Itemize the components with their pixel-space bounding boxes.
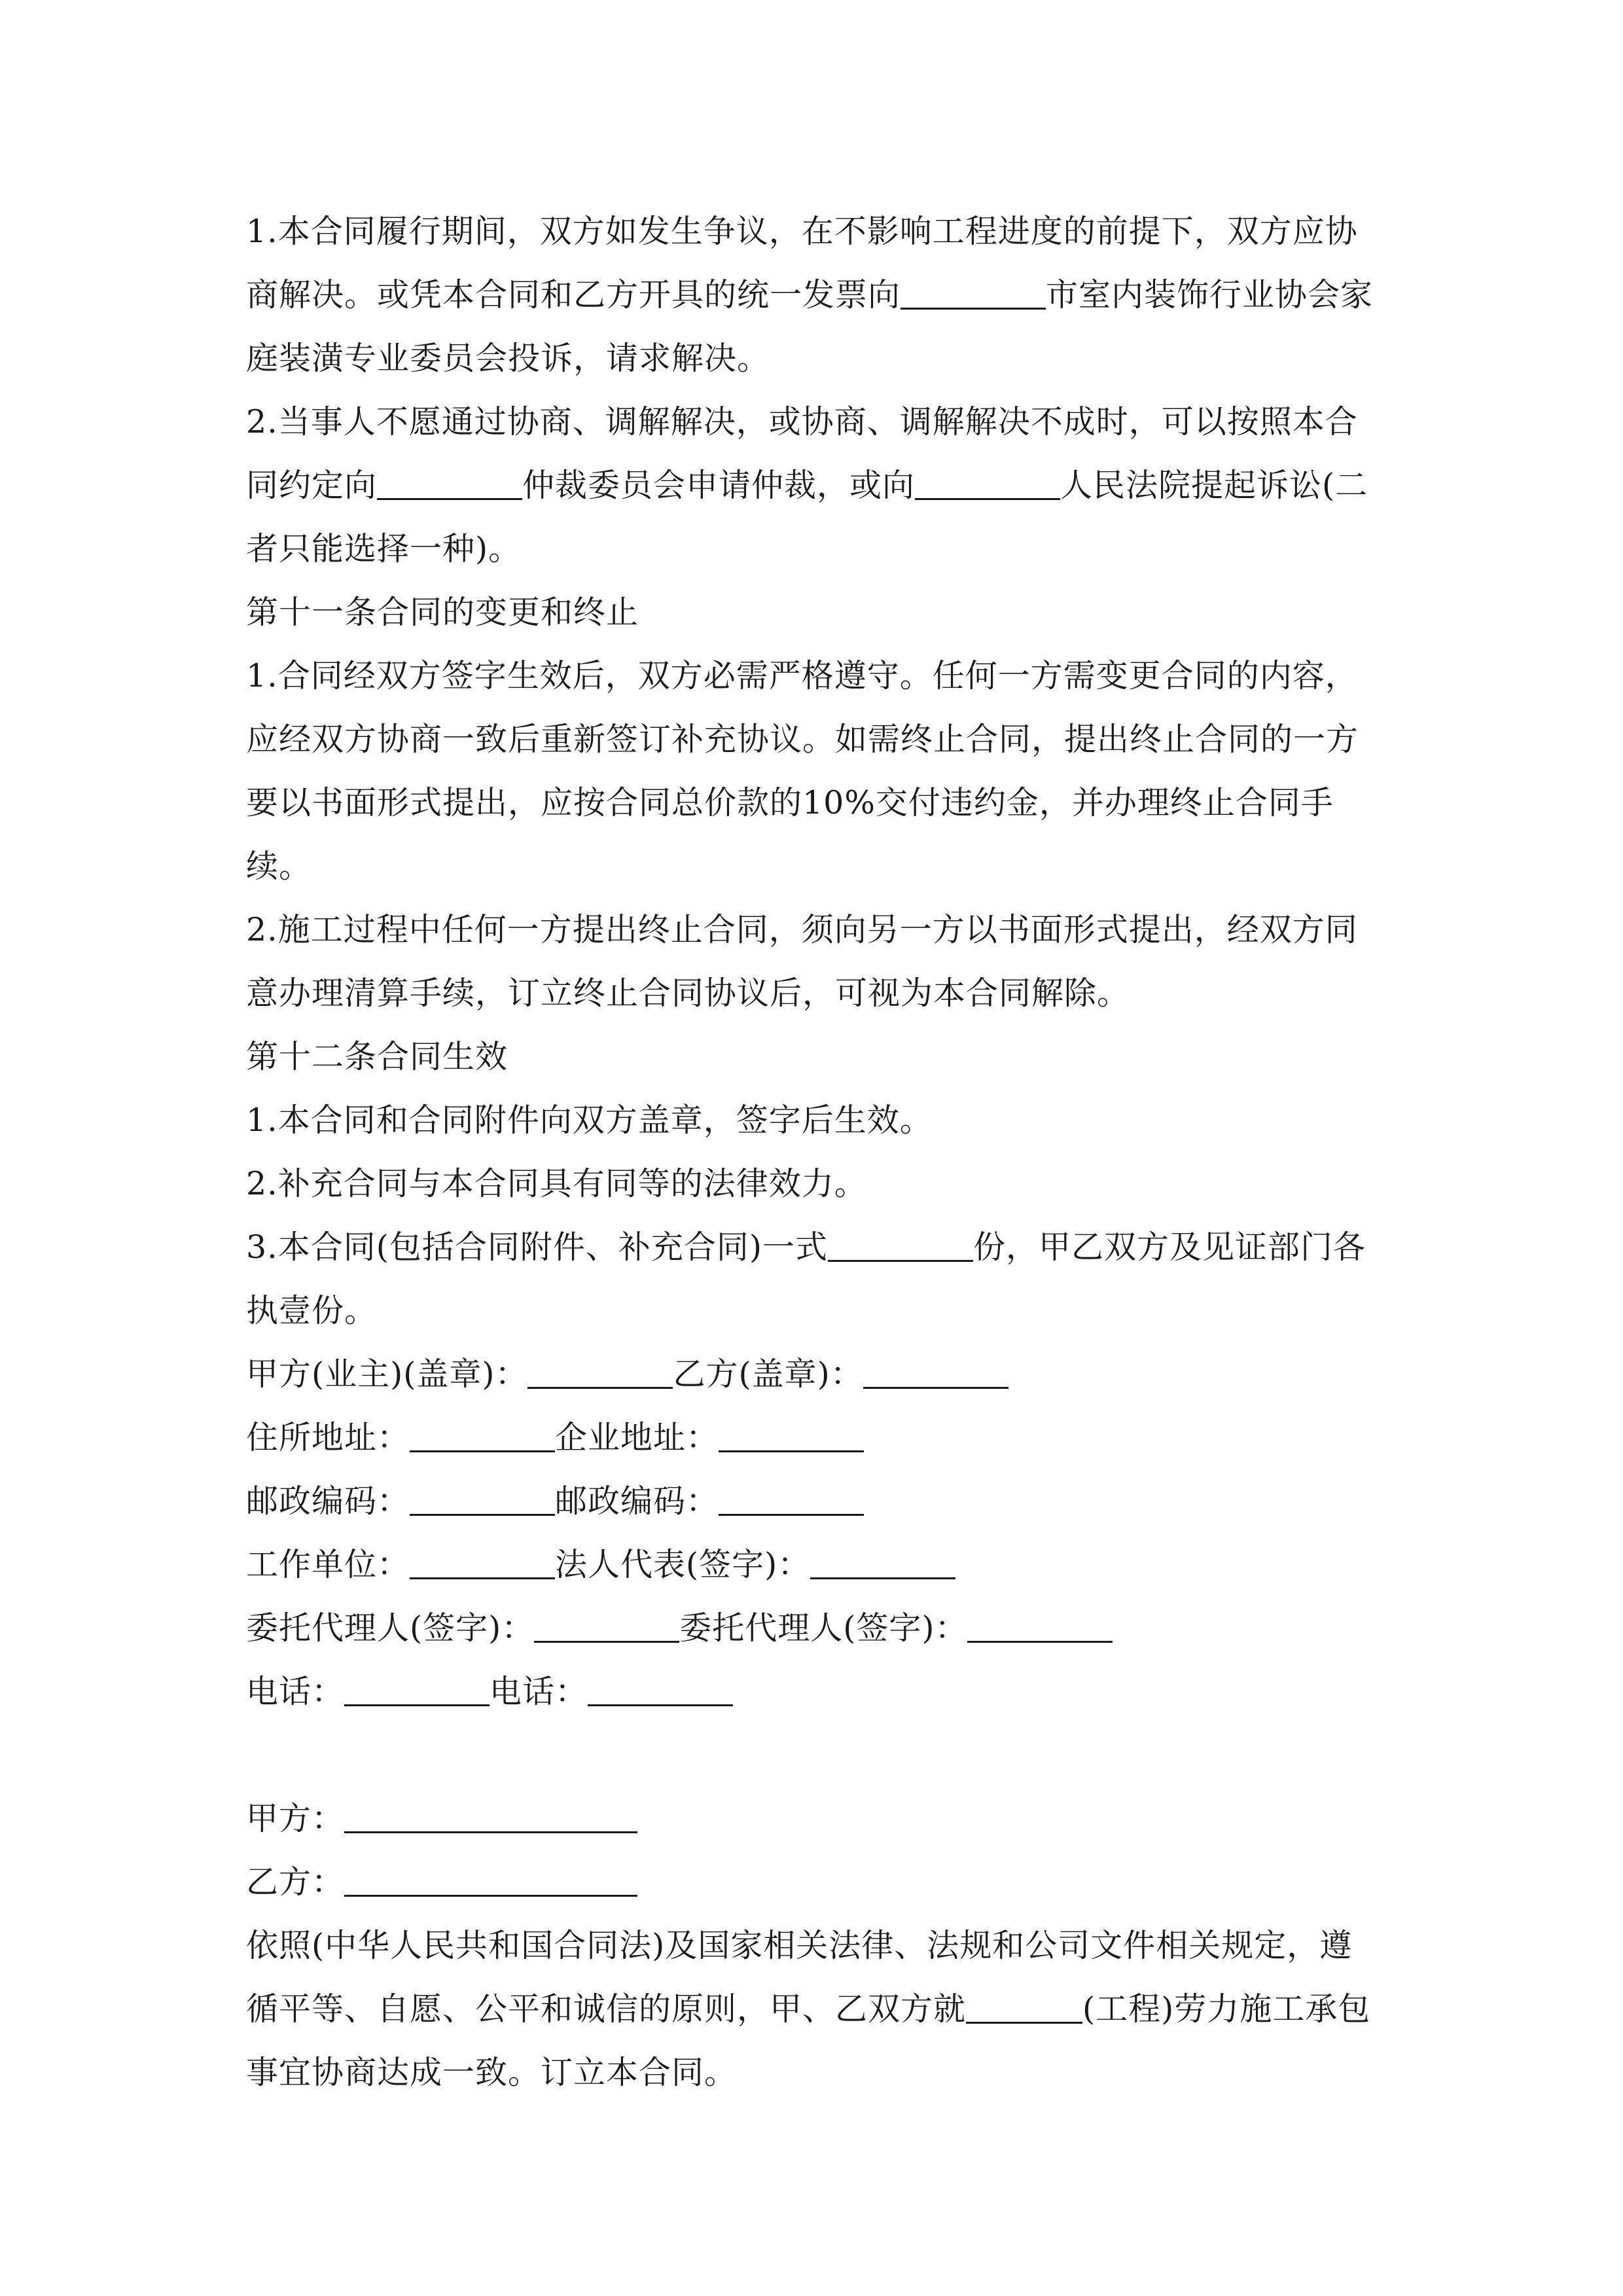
article-11-clause-1: 1.合同经双方签字生效后，双方必需严格遵守。任何一方需变更合同的内容，应经双方协商一致后重新签订补充协议。如需终止合同，提出终止合同的一方要以书面形式提出，应按合同总价款的10%交付违约金，并办理终止合同手续。 xyxy=(246,657,1359,885)
article-12-clause-3: 3.本合同(包括合同附件、补充合同)一式 份，甲乙双方及见证部门各执壹份。 xyxy=(246,1215,1378,1342)
article-12-clause-1: 1.本合同和合同附件向双方盖章，签字后生效。 xyxy=(246,1102,933,1139)
blank-field[interactable] xyxy=(377,459,522,500)
blank-field[interactable] xyxy=(410,1538,555,1579)
blank-field[interactable] xyxy=(863,1348,1008,1389)
dispute-clause-1: 1.本合同履行期间，双方如发生争议，在不影响工程进度的前提下，双方应协商解决。或凭本合同和乙方开具的统一发票向 市室内装饰行业协会家庭装潢专业委员会投诉，请求解决。 xyxy=(246,213,1374,377)
signature-row-phone: 电话： 电话： xyxy=(246,1660,1378,1723)
signature-row-postcode: 邮政编码： 邮政编码： xyxy=(246,1469,1378,1533)
blank-field[interactable] xyxy=(344,1792,637,1833)
article-11-title: 第十一条合同的变更和终止 xyxy=(246,594,639,631)
blank-field[interactable] xyxy=(344,1856,637,1897)
blank-field[interactable] xyxy=(410,1411,555,1452)
signature-row-seal: 甲方(业主)(盖章)： 乙方(盖章)： xyxy=(246,1342,1378,1406)
blank-field[interactable] xyxy=(915,459,1060,500)
blank-field[interactable] xyxy=(901,268,1046,310)
blank-field[interactable] xyxy=(810,1538,955,1579)
signature-row-agent: 委托代理人(签字)： 委托代理人(签字)： xyxy=(246,1596,1378,1660)
dispute-clause-2: 2.当事人不愿通过协商、调解解决，或协商、调解解决不成时，可以按照本合同约定向 仲裁委员会申请仲裁，或向 人民法院提起诉讼(二者只能选择一种)。 xyxy=(246,403,1368,567)
blank-field[interactable] xyxy=(344,1665,490,1706)
blank-field[interactable] xyxy=(719,1411,864,1452)
blank-field[interactable] xyxy=(719,1475,864,1516)
blank-field[interactable] xyxy=(966,1982,1082,2024)
party-b-line: 乙方： xyxy=(246,1850,1378,1914)
blank-field[interactable] xyxy=(534,1602,679,1643)
article-12-title: 第十二条合同生效 xyxy=(246,1038,508,1075)
article-11-clause-2: 2.施工过程中任何一方提出终止合同，须向另一方以书面形式提出，经双方同意办理清算手续，订立终止合同协议后，可视为本合同解除。 xyxy=(246,911,1358,1012)
blank-field[interactable] xyxy=(410,1475,555,1516)
blank-field[interactable] xyxy=(588,1665,733,1706)
contract-intro: 依照(中华人民共和国合同法)及国家相关法律、法规和公司文件相关规定，遵循平等、自愿、公平和诚信的原则，甲、乙双方就 (工程)劳力施工承包事宜协商达成一致。订立本合同。 xyxy=(246,1927,1371,2091)
blank-field[interactable] xyxy=(828,1221,973,1262)
spacer xyxy=(246,1723,1378,1787)
contract-body xyxy=(246,200,1378,2104)
blank-field[interactable] xyxy=(967,1602,1113,1643)
signature-row-address: 住所地址： 企业地址： xyxy=(246,1406,1378,1469)
party-a-line: 甲方： xyxy=(246,1787,1378,1850)
blank-field[interactable] xyxy=(527,1348,673,1389)
signature-row-workunit: 工作单位： 法人代表(签字)： xyxy=(246,1533,1378,1596)
article-12-clause-2: 2.补充合同与本合同具有同等的法律效力。 xyxy=(246,1165,867,1202)
